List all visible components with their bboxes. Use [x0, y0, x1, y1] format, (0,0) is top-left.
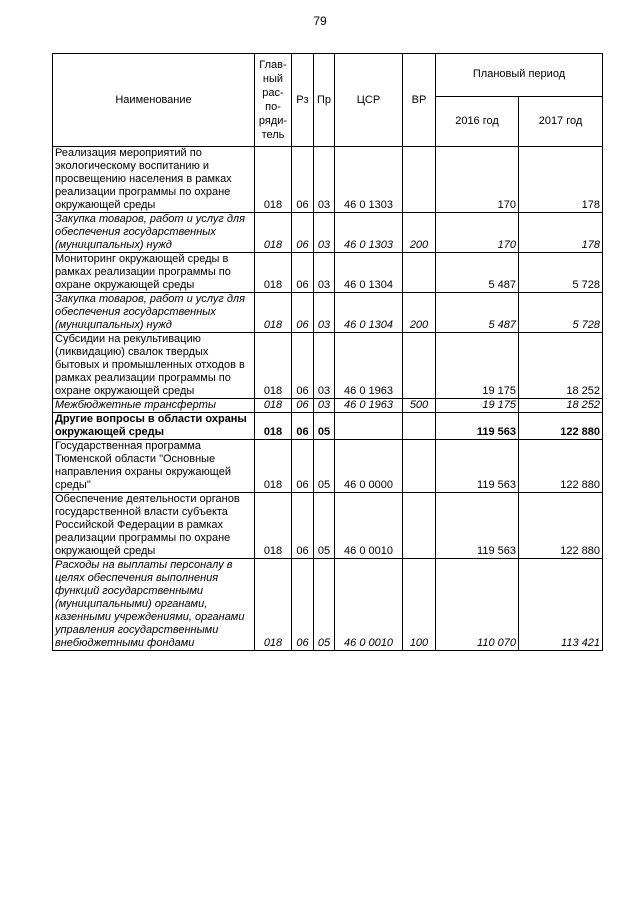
cell-vr — [403, 147, 436, 213]
cell-2017: 5 728 — [519, 293, 603, 333]
cell-pr: 03 — [314, 253, 335, 293]
cell-csr: 46 0 1303 — [335, 147, 403, 213]
cell-2016: 170 — [436, 213, 519, 253]
table-header — [53, 54, 603, 147]
cell-name: Другие вопросы в области охраны окружающей среды — [53, 413, 255, 440]
cell-rz: 06 — [292, 253, 314, 293]
cell-vr — [403, 333, 436, 399]
cell-name: Расходы на выплаты персоналу в целях обеспечения выполнения функций государственными (муниципальными) органами, казенными учреждениями, органами управления государственными внебюджетными фондами — [53, 559, 255, 651]
cell-csr: 46 0 0000 — [335, 440, 403, 493]
cell-csr: 46 0 0010 — [335, 493, 403, 559]
cell-name: Закупка товаров, работ и услуг для обеспечения государственных (муниципальных) нужд — [53, 213, 255, 253]
cell-manager: 018 — [255, 440, 292, 493]
table-row — [53, 440, 603, 493]
cell-name: Государственная программа Тюменской области "Основные направления охраны окружающей среды" — [53, 440, 255, 493]
cell-pr: 05 — [314, 413, 335, 440]
cell-2017: 5 728 — [519, 253, 603, 293]
cell-2016: 19 175 — [436, 399, 519, 413]
header-pr: Пр — [314, 54, 335, 147]
header-name: Наименование — [53, 54, 255, 147]
cell-rz: 06 — [292, 440, 314, 493]
cell-2016: 5 487 — [436, 253, 519, 293]
cell-name: Межбюджетные трансферты — [53, 399, 255, 413]
cell-manager: 018 — [255, 413, 292, 440]
cell-2016: 119 563 — [436, 493, 519, 559]
cell-pr: 05 — [314, 493, 335, 559]
header-vr: ВР — [403, 54, 436, 147]
cell-rz: 06 — [292, 333, 314, 399]
cell-name: Обеспечение деятельности органов государственной власти субъекта Российской Федерации в рамках реализации программы по охране окружающей среды — [53, 493, 255, 559]
cell-name: Субсидии на рекультивацию (ликвидацию) свалок твердых бытовых и промышленных отходов в рамках реализации программы по охране окружающей среды — [53, 333, 255, 399]
table-row — [53, 399, 603, 413]
cell-pr: 03 — [314, 293, 335, 333]
cell-vr: 200 — [403, 213, 436, 253]
cell-csr: 46 0 1963 — [335, 333, 403, 399]
header-csr: ЦСР — [335, 54, 403, 147]
cell-2016: 5 487 — [436, 293, 519, 333]
cell-vr: 200 — [403, 293, 436, 333]
header-year-2017: 2017 год — [519, 96, 603, 146]
cell-csr: 46 0 1303 — [335, 213, 403, 253]
cell-vr — [403, 440, 436, 493]
cell-2017: 122 880 — [519, 440, 603, 493]
table-row — [53, 559, 603, 651]
cell-vr — [403, 253, 436, 293]
header-planned-period: Плановый период — [436, 54, 603, 97]
table-row — [53, 493, 603, 559]
cell-vr: 500 — [403, 399, 436, 413]
cell-manager: 018 — [255, 293, 292, 333]
cell-manager: 018 — [255, 399, 292, 413]
cell-manager: 018 — [255, 253, 292, 293]
table-row — [53, 253, 603, 293]
header-year-2016: 2016 год — [436, 96, 519, 146]
page-number: 79 — [313, 14, 327, 28]
table-row — [53, 333, 603, 399]
cell-pr: 03 — [314, 333, 335, 399]
cell-pr: 03 — [314, 147, 335, 213]
cell-rz: 06 — [292, 293, 314, 333]
budget-table — [52, 53, 603, 651]
cell-rz: 06 — [292, 559, 314, 651]
cell-rz: 06 — [292, 213, 314, 253]
cell-2016: 119 563 — [436, 413, 519, 440]
cell-manager: 018 — [255, 213, 292, 253]
cell-pr: 03 — [314, 399, 335, 413]
cell-2016: 19 175 — [436, 333, 519, 399]
cell-csr: 46 0 0010 — [335, 559, 403, 651]
cell-2017: 178 — [519, 213, 603, 253]
cell-pr: 05 — [314, 440, 335, 493]
cell-vr — [403, 493, 436, 559]
cell-csr — [335, 413, 403, 440]
cell-2016: 170 — [436, 147, 519, 213]
cell-manager: 018 — [255, 559, 292, 651]
table-row — [53, 213, 603, 253]
cell-pr: 03 — [314, 213, 335, 253]
cell-name: Закупка товаров, работ и услуг для обеспечения государственных (муниципальных) нужд — [53, 293, 255, 333]
cell-2016: 119 563 — [436, 440, 519, 493]
cell-vr — [403, 413, 436, 440]
cell-2016: 110 070 — [436, 559, 519, 651]
cell-2017: 122 880 — [519, 413, 603, 440]
cell-pr: 05 — [314, 559, 335, 651]
header-manager: Глав- ный рас- по- ряди- тель — [255, 54, 292, 147]
cell-manager: 018 — [255, 333, 292, 399]
cell-2017: 18 252 — [519, 399, 603, 413]
header-rz: Рз — [292, 54, 314, 147]
cell-name: Мониторинг окружающей среды в рамках реализации программы по охране окружающей среды — [53, 253, 255, 293]
table-row — [53, 413, 603, 440]
cell-name: Реализация мероприятий по экологическому воспитанию и просвещению населения в рамках реализации программы по охране окружающей среды — [53, 147, 255, 213]
table-row — [53, 293, 603, 333]
cell-rz: 06 — [292, 399, 314, 413]
table-row — [53, 147, 603, 213]
cell-rz: 06 — [292, 413, 314, 440]
cell-csr: 46 0 1304 — [335, 253, 403, 293]
cell-2017: 178 — [519, 147, 603, 213]
cell-2017: 113 421 — [519, 559, 603, 651]
cell-2017: 18 252 — [519, 333, 603, 399]
cell-manager: 018 — [255, 147, 292, 213]
table-body — [53, 147, 603, 651]
cell-2017: 122 880 — [519, 493, 603, 559]
cell-rz: 06 — [292, 493, 314, 559]
cell-rz: 06 — [292, 147, 314, 213]
cell-vr: 100 — [403, 559, 436, 651]
cell-csr: 46 0 1963 — [335, 399, 403, 413]
cell-manager: 018 — [255, 493, 292, 559]
cell-csr: 46 0 1304 — [335, 293, 403, 333]
